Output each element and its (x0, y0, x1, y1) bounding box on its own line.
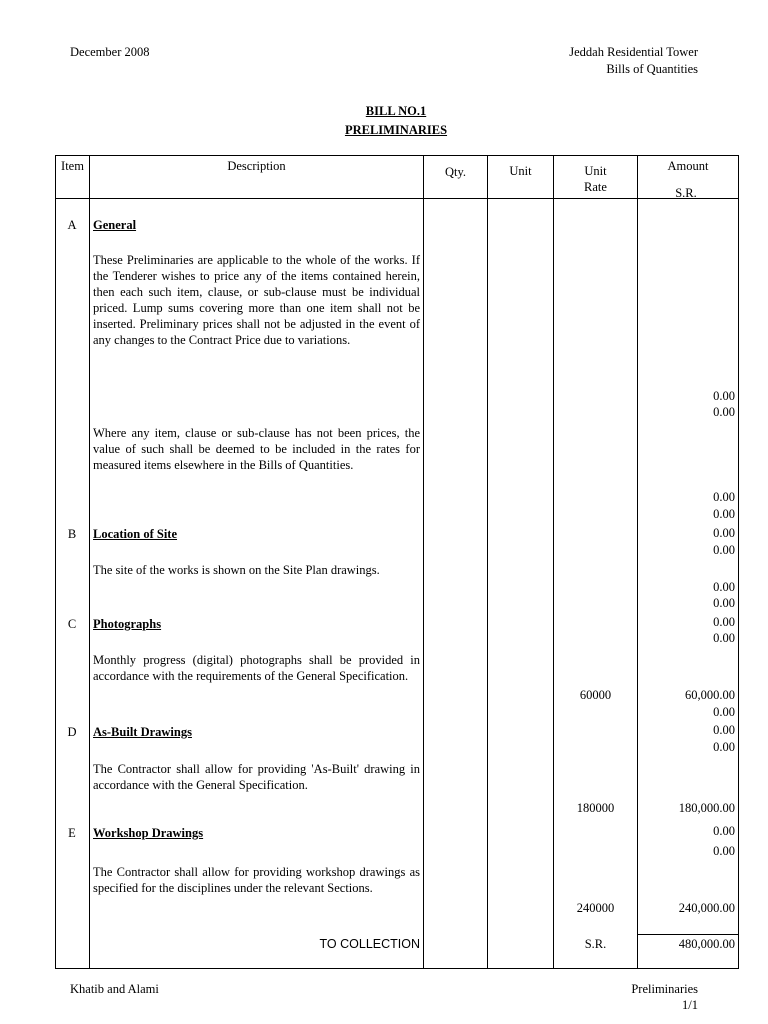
amount-value: 0.00 (713, 740, 735, 754)
amount-value: 0.00 (713, 615, 735, 629)
col-header-unit-rate-line2: Rate (584, 180, 607, 194)
footer-page-number: 1/1 (682, 998, 698, 1012)
bill-title: PRELIMINARIES (344, 123, 448, 137)
amount-value: 0.00 (713, 824, 735, 838)
col-border-unit (553, 155, 554, 969)
col-border-right (738, 155, 739, 969)
collection-label: TO COLLECTION (319, 937, 420, 951)
document-date: December 2008 (70, 45, 150, 59)
item-letter-d: D (67, 725, 77, 739)
amount-value: 180,000.00 (678, 801, 735, 815)
col-border-description (423, 155, 424, 969)
section-c-paragraph: Monthly progress (digital) photographs shall be provided in accordance with the requirements of the General Specification. (93, 653, 420, 683)
project-name: Jeddah Residential Tower (569, 45, 698, 59)
amount-value: 240,000.00 (678, 901, 735, 915)
section-d-paragraph: The Contractor shall allow for providing 'As-Built' drawing in accordance with the General Specification. (93, 762, 420, 792)
document-type: Bills of Quantities (606, 62, 698, 76)
total-top-rule (638, 934, 739, 935)
item-letter-c: C (67, 617, 77, 631)
amount-value: 0.00 (713, 596, 735, 610)
section-heading-general: General (93, 218, 137, 232)
amount-value: 0.00 (713, 723, 735, 737)
col-header-unit-rate-line1: Unit (584, 164, 607, 178)
unit-rate-as-built: 180000 (576, 801, 615, 815)
col-border-item (89, 155, 90, 969)
collection-currency: S.R. (584, 937, 607, 951)
col-header-item: Item (61, 159, 84, 173)
amount-value: 0.00 (713, 490, 735, 504)
amount-value: 0.00 (713, 405, 735, 419)
item-letter-b: B (67, 527, 77, 541)
bill-number: BILL NO.1 (365, 104, 427, 118)
amount-value: 0.00 (713, 631, 735, 645)
col-border-left (55, 155, 56, 969)
item-letter-e: E (68, 826, 76, 840)
col-border-rate (637, 155, 638, 969)
footer-company: Khatib and Alami (70, 982, 159, 996)
section-b-paragraph: The site of the works is shown on the Site Plan drawings. (93, 563, 380, 577)
col-header-unit: Unit (509, 164, 532, 178)
section-heading-photographs: Photographs (93, 617, 162, 631)
col-border-qty (487, 155, 488, 969)
amount-value: 60,000.00 (685, 688, 735, 702)
col-header-qty: Qty. (444, 165, 467, 179)
section-a-paragraph-2: Where any item, clause or sub-clause has not been prices, the value of such shall be deemed to be included in the rates for measured items elsewhere in the Bills of Quantities. (93, 426, 420, 472)
section-heading-location: Location of Site (93, 527, 178, 541)
amount-value: 0.00 (713, 526, 735, 540)
amount-value: 0.00 (713, 844, 735, 858)
unit-rate-photographs: 60000 (579, 688, 612, 702)
footer-section: Preliminaries (631, 982, 698, 996)
amount-value: 0.00 (713, 543, 735, 557)
amount-value: 0.00 (713, 507, 735, 521)
amount-value: 0.00 (713, 705, 735, 719)
amount-value: 0.00 (713, 580, 735, 594)
section-e-paragraph: The Contractor shall allow for providing workshop drawings as specified for the disciplines under the relevant Sections. (93, 865, 420, 895)
unit-rate-workshop: 240000 (576, 901, 615, 915)
col-header-currency: S.R. (675, 186, 697, 197)
amount-value: 0.00 (713, 389, 735, 403)
collection-total: 480,000.00 (678, 937, 735, 951)
item-letter-a: A (67, 218, 77, 232)
col-header-amount: Amount (667, 159, 709, 173)
col-header-description: Description (227, 159, 286, 173)
section-heading-as-built: As-Built Drawings (93, 725, 192, 739)
section-a-paragraph-1: These Preliminaries are applicable to the whole of the works. If the Tenderer wishes to price any of the items contained herein, then each such item, clause, or sub-clause must be individual priced. Lump sums covering more than one item shall not be inserted. Preliminary prices shall not be adjusted in the event of any changes to the Contract Price due to variations. (93, 253, 420, 347)
section-heading-workshop: Workshop Drawings (93, 826, 204, 840)
